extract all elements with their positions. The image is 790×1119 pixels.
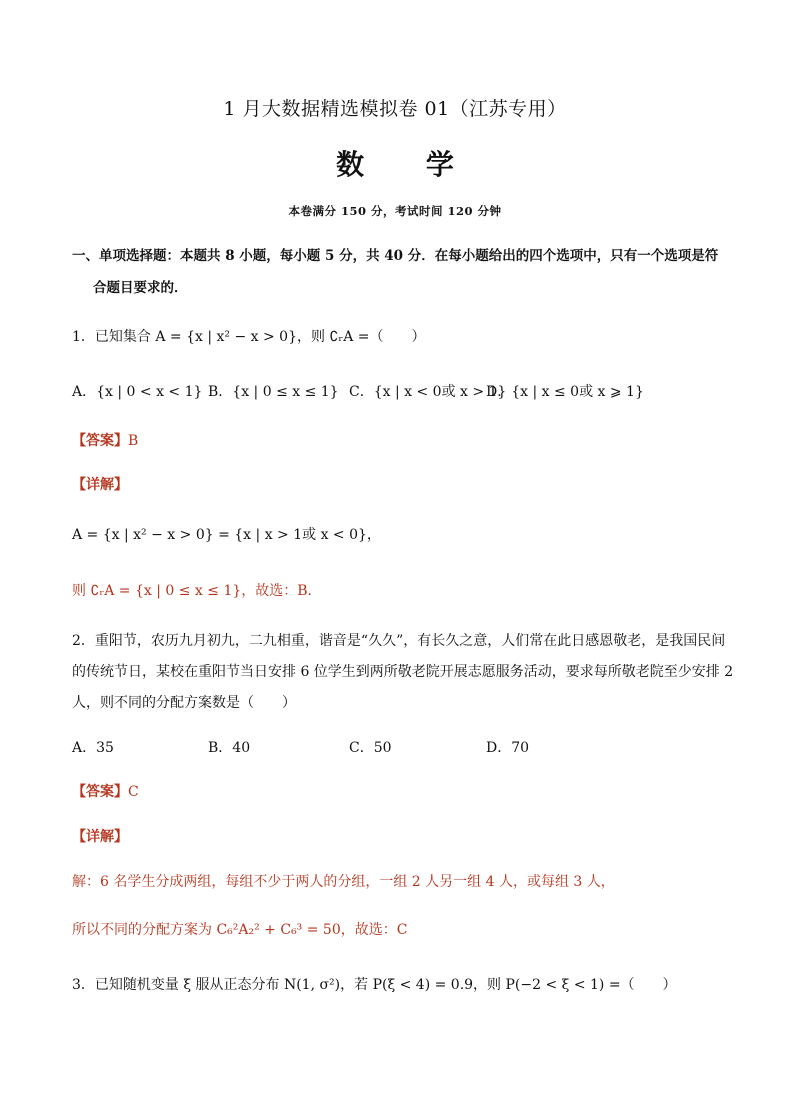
q1-option-d: D．{x | x ≤ 0或 x ⩾ 1} <box>486 384 644 400</box>
section-heading-line1: 一、单项选择题：本题共 8 小题，每小题 5 分，共 40 分．在每小题给出的四个选项中，只有一个选项是符 <box>72 248 719 264</box>
q2-answer-label: 【答案】 <box>72 784 128 800</box>
q2-stem-line2: 的传统节日，某校在重阳节当日安排 6 位学生到两所敬老院开展志愿服务活动，要求每所敬老院至少安排 2 <box>72 664 734 680</box>
q1-option-b: B．{x | 0 ≤ x ≤ 1} <box>208 384 339 400</box>
q3-stem: 3．已知随机变量 ξ 服从正态分布 N(1, σ²)，若 P(ξ < 4) = 0.9，则 P(−2 < ξ < 1) =（ ） <box>72 977 677 993</box>
subject-title: 数 学 <box>336 148 480 181</box>
q2-detail-label: 【详解】 <box>72 829 128 845</box>
q1-stem: 1．已知集合 A = {x | x² − x > 0}，则 ∁ᵣA =（ ） <box>72 329 426 345</box>
q2-option-c: C．50 <box>349 740 392 756</box>
q1-answer-label: 【答案】 <box>72 433 128 449</box>
section-heading-line2: 合题目要求的． <box>93 280 188 296</box>
q2-stem-line3: 人，则不同的分配方案数是（ ） <box>72 695 296 711</box>
paper-title: 1 月大数据精选模拟卷 01（江苏专用） <box>223 98 567 120</box>
q1-option-c: C．{x | x < 0或 x > 1} <box>349 384 507 400</box>
q2-detail-line2: 所以不同的分配方案为 C₆²A₂² + C₆³ = 50，故选：C <box>72 922 408 938</box>
q2-detail-line1: 解：6 名学生分成两组，每组不少于两人的分组，一组 2 人另一组 4 人，或每组 3 人， <box>72 874 615 890</box>
q1-answer-value: B <box>128 433 139 449</box>
q2-option-b: B．40 <box>208 740 251 756</box>
q1-answer <box>72 430 138 450</box>
q2-option-d: D．70 <box>486 740 530 756</box>
q1-detail-line1: A = {x | x² − x > 0} = {x | x > 1或 x < 0}， <box>72 527 381 543</box>
paper-meta: 本卷满分 150 分，考试时间 120 分钟 <box>288 204 502 218</box>
q1-detail-line2: 则 ∁ᵣA = {x | 0 ≤ x ≤ 1}，故选：B. <box>72 583 312 599</box>
q2-option-a: A．35 <box>72 740 114 756</box>
q1-detail-label: 【详解】 <box>72 477 128 493</box>
q2-stem-line1: 2．重阳节，农历九月初九，二九相重，谐音是“久久”，有长久之意，人们常在此日感恩敬老，是我国民间 <box>72 633 726 649</box>
q1-option-a: A．{x | 0 < x < 1} <box>72 384 203 400</box>
q2-answer <box>72 781 139 801</box>
q2-answer-value: C <box>128 784 139 800</box>
